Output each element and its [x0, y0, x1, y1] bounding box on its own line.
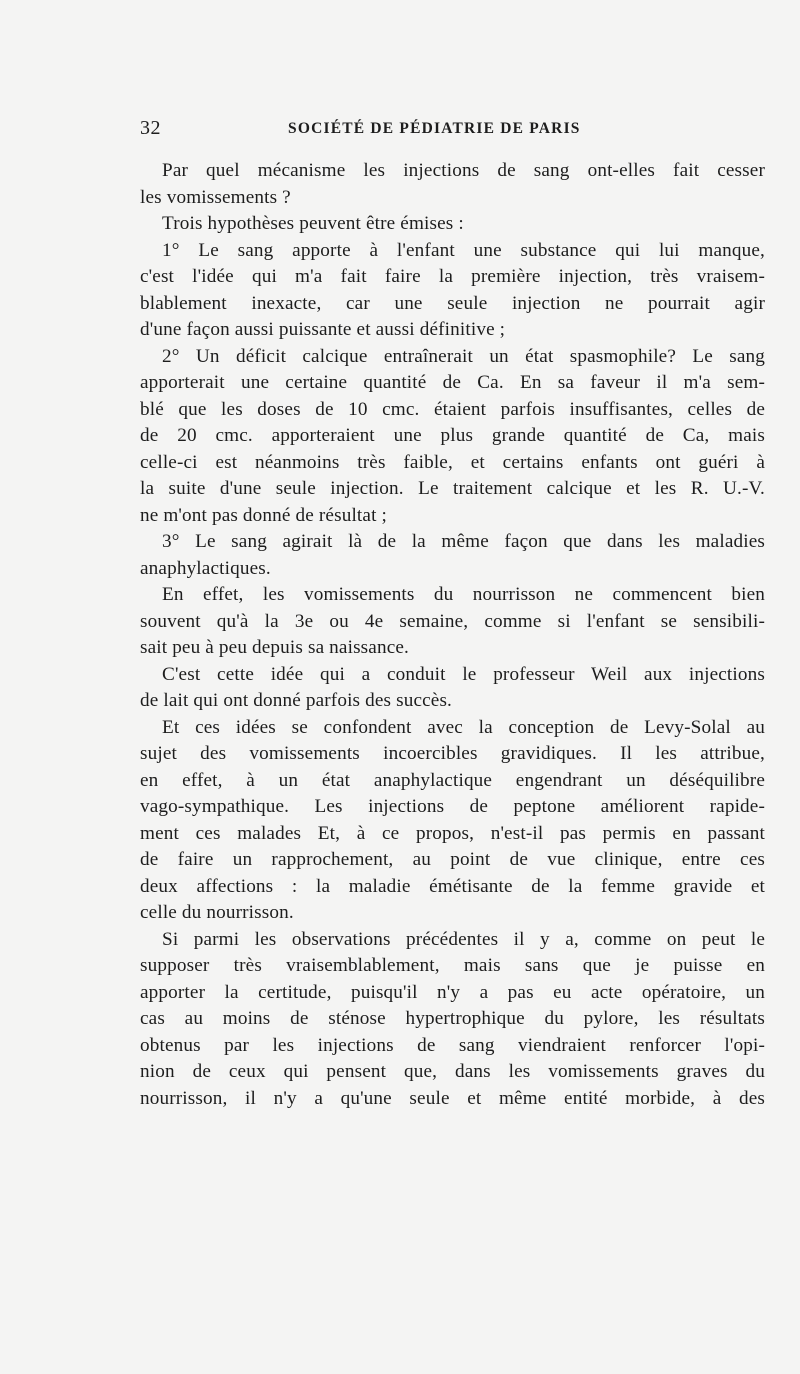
- text-line: ne m'ont pas donné de résultat ;: [140, 504, 387, 526]
- text-line: de faire un rapprochement, au point de vue clinique, entre ces: [140, 849, 765, 870]
- text-line: celle-ci est néanmoins très faible, et certains enfants ont guéri à: [140, 451, 765, 473]
- text-line: Trois hypothèses peuvent être émises :: [162, 213, 464, 234]
- text-line: supposer très vraisemblablement, mais sans que je puisse en: [140, 955, 765, 976]
- running-title: SOCIÉTÉ DE PÉDIATRIE DE PARIS: [288, 120, 581, 137]
- text-line: nourrisson, il n'y a qu'une seule et même entité morbide, à des: [140, 1087, 765, 1109]
- text-line: souvent qu'à la 3e ou 4e semaine, comme si l'enfant se sensibili-: [140, 610, 765, 632]
- text-line: 1° Le sang apporte à l'enfant une substance qui lui manque,: [162, 239, 765, 261]
- text-line: obtenus par les injections de sang viendraient renforcer l'opi-: [140, 1034, 765, 1056]
- text-line: nion de ceux qui pensent que, dans les vomissements graves du: [140, 1061, 765, 1082]
- text-line: Par quel mécanisme les injections de sang ont-elles fait cesser: [162, 160, 765, 181]
- text-line: d'une façon aussi puissante et aussi définitive ;: [140, 319, 506, 340]
- text-line: Si parmi les observations précédentes il y a, comme on peut le: [162, 928, 765, 950]
- text-line: anaphylactiques.: [140, 557, 271, 579]
- text-line: 2° Un déficit calcique entraînerait un état spasmophile? Le sang: [162, 345, 765, 367]
- text-line: apporterait une certaine quantité de Ca. En sa faveur il m'a sem-: [140, 372, 765, 393]
- text-line: de 20 cmc. apporteraient une plus grande quantité de Ca, mais: [140, 425, 765, 446]
- text-line: cas au moins de sténose hypertrophique du pylore, les résultats: [140, 1008, 765, 1029]
- text-line: celle du nourrisson.: [140, 902, 294, 923]
- body-text: [140, 158, 765, 1112]
- text-line: En effet, les vomissements du nourrisson ne commencent bien: [162, 584, 765, 605]
- text-line: ment ces malades Et, à ce propos, n'est-il pas permis en passant: [140, 822, 765, 844]
- text-line: apporter la certitude, puisqu'il n'y a pas eu acte opératoire, un: [140, 981, 765, 1003]
- text-line: de lait qui ont donné parfois des succès.: [140, 690, 453, 711]
- text-line: vago-sympathique. Les injections de peptone améliorent rapide-: [140, 796, 765, 817]
- text-line: blé que les doses de 10 cmc. étaient parfois insuffisantes, celles de: [140, 398, 765, 420]
- text-line: blablement inexacte, car une seule injection ne pourrait agir: [140, 292, 765, 314]
- text-line: sujet des vomissements incoercibles gravidiques. Il les attribue,: [140, 743, 765, 764]
- text-line: la suite d'une seule injection. Le traitement calcique et les R. U.-V.: [140, 478, 765, 499]
- text-line: les vomissements ?: [140, 186, 291, 208]
- text-line: Et ces idées se confondent avec la conception de Levy-Solal au: [162, 716, 765, 738]
- text-line: sait peu à peu depuis sa naissance.: [140, 637, 409, 658]
- text-line: deux affections : la maladie émétisante de la femme gravide et: [140, 875, 765, 897]
- page-number: 32: [140, 117, 161, 139]
- text-line: 3° Le sang agirait là de la même façon que dans les maladies: [162, 531, 765, 552]
- text-line: en effet, à un état anaphylactique engendrant un déséquilibre: [140, 769, 765, 791]
- page-header: [140, 117, 765, 143]
- text-line: c'est l'idée qui m'a fait faire la première injection, très vraisem-: [140, 266, 765, 287]
- text-line: C'est cette idée qui a conduit le professeur Weil aux injections: [162, 663, 765, 685]
